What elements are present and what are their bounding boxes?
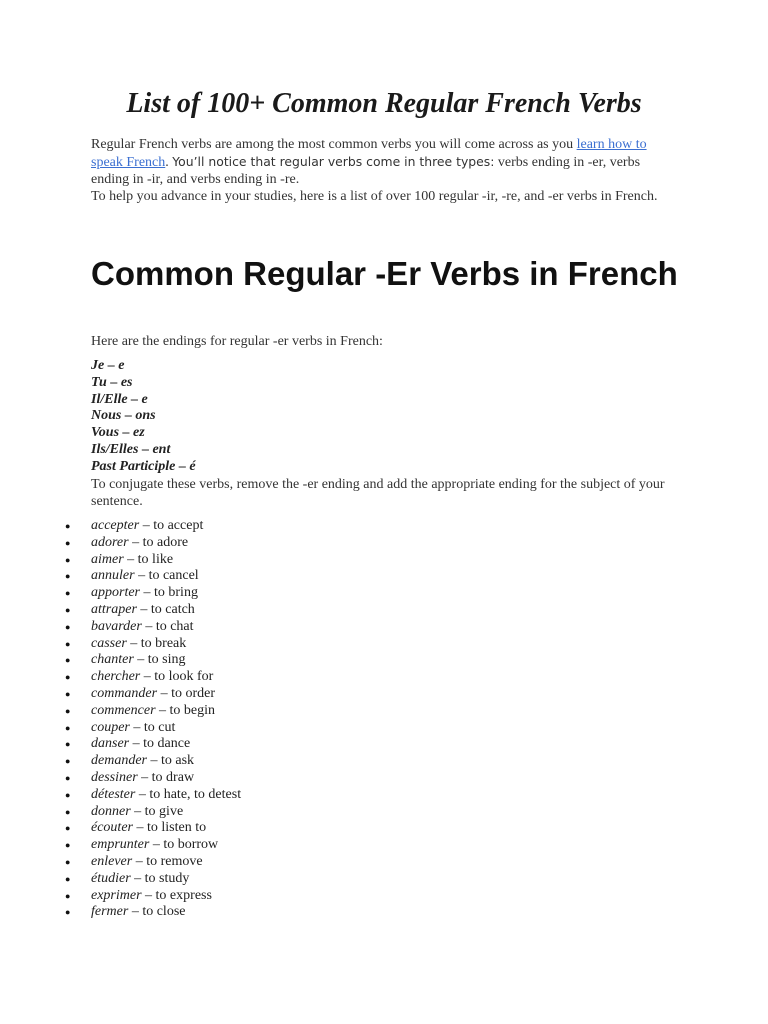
verb-entry xyxy=(91,753,194,770)
bullet-icon: ● xyxy=(65,604,71,615)
conjugation-note: To conjugate these verbs, remove the -er ending and add the appropriate ending for the subject of your sentence. xyxy=(91,477,665,509)
bullet-icon: ● xyxy=(65,672,71,683)
verb-entry xyxy=(91,804,183,821)
french-verb: chercher xyxy=(91,669,141,685)
verb-entry xyxy=(91,602,195,619)
english-translation: – to chat xyxy=(141,618,194,634)
french-verb: chanter xyxy=(91,652,134,668)
french-verb: annuler xyxy=(91,568,135,584)
french-verb: commencer xyxy=(91,702,156,718)
bullet-icon: ● xyxy=(65,722,71,733)
french-verb: écouter xyxy=(91,820,133,836)
english-translation: – to bring xyxy=(140,585,198,601)
verb-entry xyxy=(91,518,203,535)
bullet-icon: ● xyxy=(65,688,71,699)
english-translation: – to sing xyxy=(133,652,186,668)
verb-entry xyxy=(91,820,206,837)
bullet-icon: ● xyxy=(65,840,71,851)
french-verb: emprunter xyxy=(91,837,150,853)
bullet-icon: ● xyxy=(65,789,71,800)
verb-entry xyxy=(91,703,215,720)
verb-entry xyxy=(91,837,218,854)
bullet-icon: ● xyxy=(65,907,71,918)
french-verb: donner xyxy=(91,803,131,819)
learn-french-link[interactable]: learn how to speak French xyxy=(91,137,647,170)
endings-intro: Here are the endings for regular -er verbs in French: xyxy=(91,334,383,349)
english-translation: – to begin xyxy=(155,702,216,718)
bullet-icon: ● xyxy=(65,823,71,834)
bullet-icon: ● xyxy=(65,554,71,565)
verb-entry xyxy=(91,871,189,888)
french-verb: adorer xyxy=(91,534,129,550)
ending-item: Je – e xyxy=(91,358,125,373)
bullet-icon: ● xyxy=(65,571,71,582)
section-heading: Common Regular -Er Verbs in French xyxy=(91,255,678,292)
english-translation: – to catch xyxy=(136,601,195,617)
verb-entry xyxy=(91,904,185,921)
french-verb: demander xyxy=(91,753,147,769)
french-verb: attraper xyxy=(91,601,137,617)
intro-text-1: Regular French verbs are among the most common verbs you will come across as you xyxy=(91,137,577,152)
verb-entry xyxy=(91,854,203,871)
bullet-icon: ● xyxy=(65,521,71,531)
french-verb: apporter xyxy=(91,585,140,601)
english-translation: – to cancel xyxy=(134,568,199,584)
english-translation: – to ask xyxy=(147,753,195,769)
bullet-icon: ● xyxy=(65,806,71,817)
verb-entry xyxy=(91,585,198,602)
ending-item: Nous – ons xyxy=(91,408,156,424)
verb-entry xyxy=(91,669,213,686)
ending-item: Il/Elle – e xyxy=(91,391,148,407)
verb-entry xyxy=(91,888,212,905)
english-translation: – to express xyxy=(141,887,212,903)
french-verb: enlever xyxy=(91,853,133,869)
english-translation: – to give xyxy=(130,803,184,819)
english-translation: – to order xyxy=(157,685,216,701)
verb-entry xyxy=(91,535,188,552)
bullet-icon: ● xyxy=(65,739,71,750)
ending-item: Vous – ez xyxy=(91,425,145,441)
verb-entry xyxy=(91,552,173,569)
english-translation: – to look for xyxy=(140,669,214,685)
verb-entry xyxy=(91,736,190,753)
french-verb: accepter xyxy=(91,518,140,533)
french-verb: fermer xyxy=(91,904,129,920)
verb-entry xyxy=(91,652,186,669)
english-translation: – to dance xyxy=(129,736,191,752)
french-verb: bavarder xyxy=(91,618,142,634)
intro-paragraph xyxy=(91,136,681,205)
intro-paragraph-2: To help you advance in your studies, here is a list of over 100 regular -ir, -re, and -er verbs in French. xyxy=(91,189,658,204)
bullet-icon: ● xyxy=(65,588,71,599)
verb-entry xyxy=(91,787,241,804)
verb-entry xyxy=(91,770,194,787)
bullet-icon: ● xyxy=(65,856,71,867)
french-verb: couper xyxy=(91,719,130,735)
french-verb: détester xyxy=(91,786,136,802)
french-verb: aimer xyxy=(91,551,124,567)
verb-entry xyxy=(91,686,215,703)
english-translation: – to study xyxy=(130,870,190,886)
bullet-icon: ● xyxy=(65,537,71,548)
english-translation: – to borrow xyxy=(149,837,219,853)
intro-text-2: . xyxy=(165,155,173,170)
bullet-icon: ● xyxy=(65,638,71,649)
english-translation: – to like xyxy=(123,551,174,567)
bullet-icon: ● xyxy=(65,621,71,632)
english-translation: – to adore xyxy=(128,534,189,550)
ending-item: Past Participle – é xyxy=(91,458,196,474)
verb-entry xyxy=(91,568,199,585)
french-verb: commander xyxy=(91,685,158,701)
french-verb: casser xyxy=(91,635,127,651)
english-translation: – to break xyxy=(126,635,187,651)
english-translation: – to remove xyxy=(132,853,203,869)
bullet-icon: ● xyxy=(65,873,71,884)
ending-item: Ils/Elles – ent xyxy=(91,441,171,457)
french-verb: danser xyxy=(91,736,130,752)
french-verb: dessiner xyxy=(91,769,138,785)
verb-entry xyxy=(91,636,186,653)
bullet-icon: ● xyxy=(65,890,71,901)
english-translation: – to close xyxy=(128,904,186,920)
french-verb: étudier xyxy=(91,870,131,886)
english-translation: – to accept xyxy=(139,518,204,533)
bullet-icon: ● xyxy=(65,756,71,767)
intro-text-4: verbs ending in -er, verbs ending in -ir, and verbs ending in -re. xyxy=(91,155,641,187)
bullet-icon: ● xyxy=(65,705,71,716)
english-translation: – to draw xyxy=(137,769,195,785)
bullet-icon: ● xyxy=(65,655,71,666)
intro-text-3: You’ll notice that regular verbs come in three types: xyxy=(172,154,495,169)
english-translation: – to hate, to detest xyxy=(135,786,242,802)
page-title: List of 100+ Common Regular French Verbs xyxy=(126,88,642,119)
french-verb: exprimer xyxy=(91,887,142,903)
endings-list xyxy=(91,358,196,476)
english-translation: – to cut xyxy=(129,719,176,735)
english-translation: – to listen to xyxy=(132,820,207,836)
verb-entry xyxy=(91,619,194,636)
ending-item: Tu – es xyxy=(91,374,133,390)
bullet-icon: ● xyxy=(65,772,71,783)
verb-entry xyxy=(91,720,175,737)
